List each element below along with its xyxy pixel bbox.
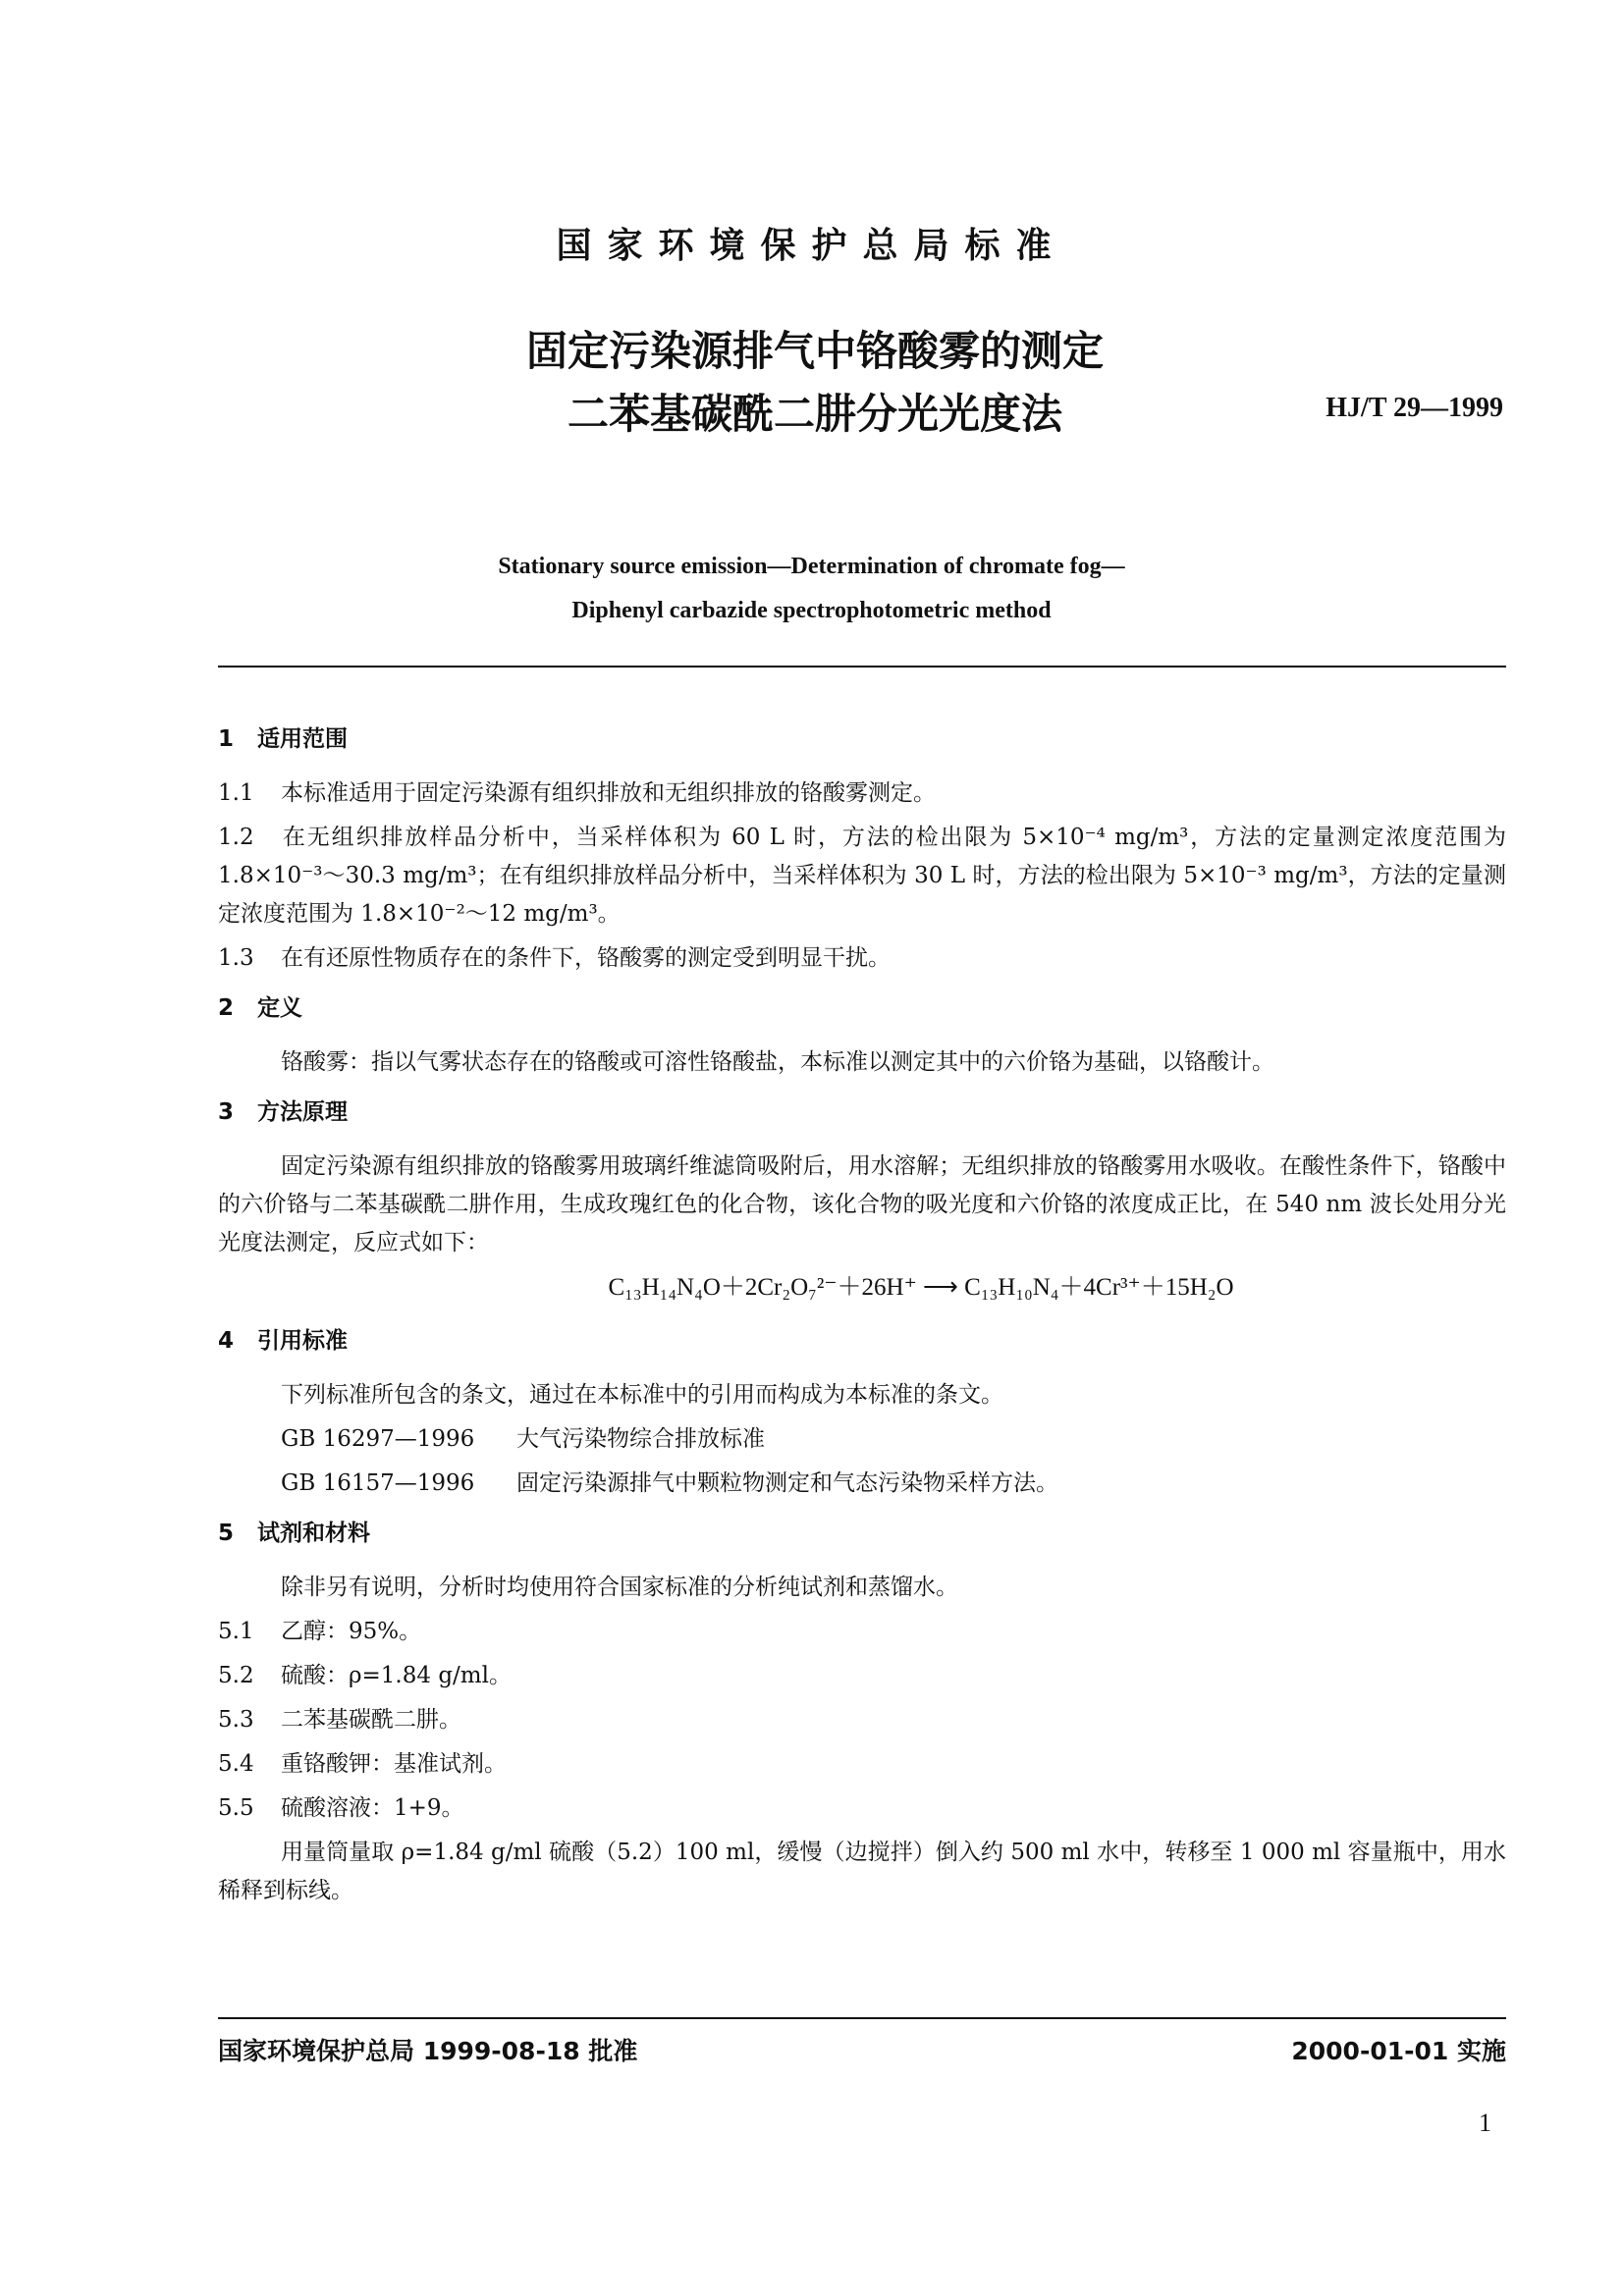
clause-text: 重铬酸钾：基准试剂。 (281, 1751, 507, 1777)
clause-number: 1.1 (218, 780, 254, 806)
clause-text: 在有还原性物质存在的条件下，铬酸雾的测定受到明显干扰。 (281, 945, 891, 971)
section-title: 试剂和材料 (257, 1521, 370, 1546)
clause-1-1 (218, 774, 1506, 813)
reference-item-2 (218, 1465, 1506, 1503)
reference-title: 大气污染物综合排放标准 (516, 1426, 765, 1452)
clause-1-3 (218, 939, 1506, 978)
reference-title: 固定污染源排气中颗粒物测定和气态污染物采样方法。 (516, 1470, 1058, 1496)
section-heading-1 (218, 721, 1506, 759)
clause-text: 本标准适用于固定污染源有组织排放和无组织排放的铬酸雾测定。 (281, 780, 936, 806)
section-title: 引用标准 (257, 1328, 348, 1354)
issuing-agency: 国家环境保护总局标准 (556, 226, 1067, 266)
document-body (218, 709, 1506, 1916)
reaction-formula: C₁₃H₁₄N₄O＋2Cr₂O₇²⁻＋26H⁺ ⟶ C₁₃H₁₀N₄＋4Cr³⁺＋15H₂O (608, 1274, 1234, 1301)
section-title: 定义 (257, 995, 302, 1021)
section-number: 5 (218, 1521, 235, 1546)
clause-number: 5.5 (218, 1795, 254, 1821)
clause-text: 乙醇：95%。 (281, 1619, 422, 1644)
section-heading-4 (218, 1322, 1506, 1361)
implementation-date: 2000-01-01 实施 (1291, 2037, 1506, 2065)
clause-number: 5.4 (218, 1751, 254, 1777)
footer-divider (218, 2017, 1506, 2019)
clause-number: 5.1 (218, 1619, 254, 1644)
clause-text: 二苯基碳酰二肼。 (281, 1707, 461, 1733)
standard-number: HJ/T 29—1999 (1325, 393, 1503, 423)
section-title: 方法原理 (257, 1099, 348, 1125)
reagents-intro: 除非另有说明，分析时均使用符合国家标准的分析纯试剂和蒸馏水。 (281, 1575, 958, 1600)
references-intro: 下列标准所包含的条文，通过在本标准中的引用而构成为本标准的条文。 (281, 1382, 1003, 1408)
clause-1-2 (218, 819, 1506, 934)
reference-item-1 (218, 1420, 1506, 1459)
principle-paragraph: 固定污染源有组织排放的铬酸雾用玻璃纤维滤筒吸附后，用水溶解；无组织排放的铬酸雾用水吸收。在酸性条件下，铬酸中的六价铬与二苯基碳酰二肼作用，生成玫瑰红色的化合物，该化合物的吸光度和六价铬的浓度成正比，在 540 nm 波长处用分光光度法测定，反应式如下： (218, 1153, 1506, 1255)
document-title (393, 320, 1237, 446)
clause-text: 硫酸溶液：1+9。 (281, 1795, 464, 1821)
header-divider (218, 666, 1506, 667)
definition-paragraph: 铬酸雾：指以气雾状态存在的铬酸或可溶性铬酸盐，本标准以测定其中的六价铬为基础，以铬酸计。 (281, 1049, 1274, 1075)
clause-number: 5.3 (218, 1707, 254, 1733)
clause-number: 1.2 (218, 825, 254, 850)
clause-5-4 (218, 1745, 1506, 1784)
title-line-2: 二苯基碳酰二肼分光光度法 (567, 390, 1062, 438)
clause-5-5 (218, 1789, 1506, 1828)
section-heading-2 (218, 989, 1506, 1028)
approval-date: 国家环境保护总局 1999-08-18 批准 (218, 2037, 638, 2065)
title-line-1: 固定污染源排气中铬酸雾的测定 (525, 327, 1104, 375)
clause-5-5-detail: 用量筒量取 ρ=1.84 g/ml 硫酸（5.2）100 ml，缓慢（边搅拌）倒入约 500 ml 水中，转移至 1 000 ml 容量瓶中，用水稀释到标线。 (218, 1840, 1506, 1903)
section-number: 2 (218, 995, 235, 1021)
section-heading-5 (218, 1515, 1506, 1553)
clause-5-1 (218, 1613, 1506, 1651)
english-title (0, 545, 1623, 633)
clause-text: 硫酸：ρ=1.84 g/ml。 (281, 1663, 512, 1688)
clause-number: 5.2 (218, 1663, 254, 1688)
section-number: 3 (218, 1099, 235, 1125)
section-heading-3 (218, 1094, 1506, 1132)
section-title: 适用范围 (257, 726, 348, 752)
clause-number: 1.3 (218, 945, 254, 971)
page-number: 1 (1479, 2109, 1491, 2137)
english-title-line-2: Diphenyl carbazide spectrophotometric method (571, 598, 1052, 623)
section-number: 1 (218, 726, 235, 752)
reference-code: GB 16297—1996 (281, 1426, 475, 1452)
english-title-line-1: Stationary source emission—Determination of chromate fog— (498, 554, 1125, 579)
clause-5-3 (218, 1701, 1506, 1739)
clause-text: 在无组织排放样品分析中，当采样体积为 60 L 时，方法的检出限为 5×10⁻⁴ mg/m³，方法的定量测定浓度范围为 1.8×10⁻³～30.3 mg/m³；在有组织排放样品分析中，当采样体积为 30 L 时，方法的检出限为 5×10⁻³ mg/m³，方法的定量测定浓度范围为 1.8×10⁻²～12 mg/m³。 (218, 825, 1506, 927)
section-number: 4 (218, 1328, 235, 1354)
reference-code: GB 16157—1996 (281, 1470, 475, 1496)
clause-5-2 (218, 1657, 1506, 1695)
